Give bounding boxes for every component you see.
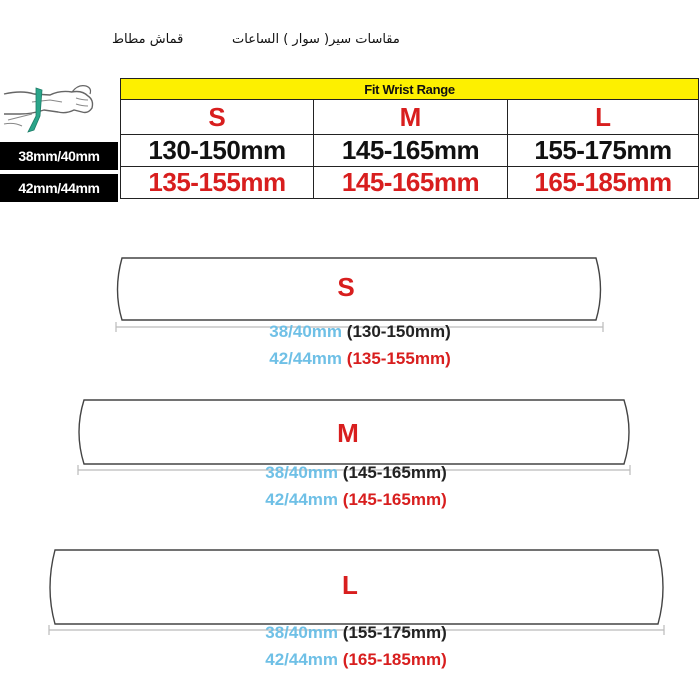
range-cell: 145-165mm [314, 135, 508, 167]
band-range: (155-175mm) [342, 623, 447, 642]
range-cell: 165-185mm [508, 167, 699, 199]
band-range-line [196, 650, 516, 670]
case-label-large: 42mm/44mm [0, 174, 118, 202]
band-range-line [196, 490, 516, 510]
size-cell-l: L [508, 100, 699, 135]
band-range-line [196, 623, 516, 643]
case-label-small: 38mm/40mm [0, 142, 118, 170]
range-cell: 135-155mm [121, 167, 314, 199]
band-case-size: 38/40mm [265, 463, 339, 482]
range-cell: 130-150mm [121, 135, 314, 167]
band-range: (145-165mm) [342, 490, 447, 509]
band-range: (135-155mm) [346, 349, 451, 368]
band-case-size: 38/40mm [269, 322, 343, 341]
band-case-size: 38/40mm [265, 623, 339, 642]
band-range-line [200, 349, 520, 369]
band-size-letter: S [337, 272, 355, 302]
size-cell-s: S [121, 100, 314, 135]
arabic-title: مقاسات سير( سوار ) الساعات [232, 32, 400, 47]
band-case-size: 42/44mm [265, 490, 339, 509]
band-range-line [200, 322, 520, 342]
band-case-size: 42/44mm [265, 650, 339, 669]
range-cell: 155-175mm [508, 135, 699, 167]
band-case-size: 42/44mm [269, 349, 343, 368]
band-size-letter: L [342, 570, 358, 600]
band-range: (130-150mm) [346, 322, 451, 341]
band-range: (165-185mm) [342, 650, 447, 669]
arabic-subtitle: قماش مطاط [112, 32, 184, 47]
range-cell: 145-165mm [314, 167, 508, 199]
table-title: Fit Wrist Range [121, 79, 699, 100]
band-range: (145-165mm) [342, 463, 447, 482]
size-cell-m: M [314, 100, 508, 135]
band-size-letter: M [337, 418, 359, 448]
band-range-line [196, 463, 516, 483]
